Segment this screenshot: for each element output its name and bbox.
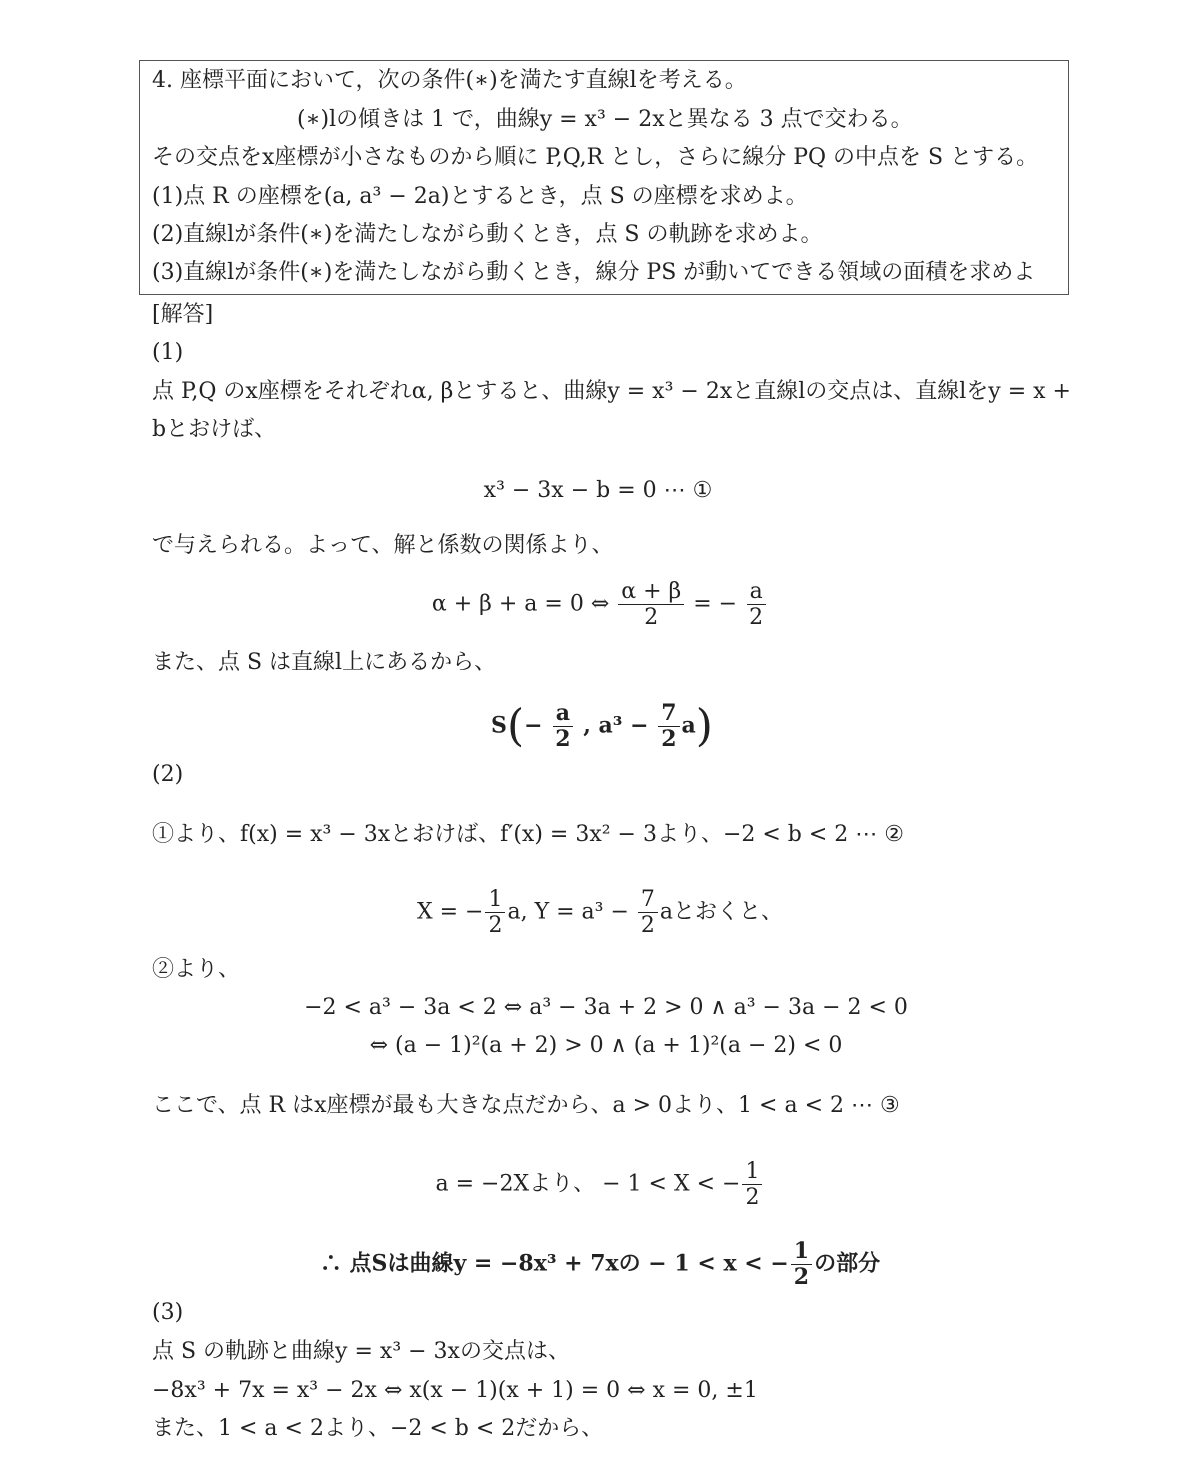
part1-text-2: bとおけば、 — [152, 417, 277, 442]
part3-label: (3) — [152, 1300, 184, 1325]
part2-equation-3: ⇔ (a − 1)²(a + 2) > 0 ∧ (a + 1)²(a − 2) < 0 — [369, 1033, 843, 1058]
problem-question-3: (3)直線lが条件(∗)を満たしながら動くとき，線分 PS が動いてできる領域の面積を求めよ — [152, 260, 1036, 285]
eq2-fraction-1: $\frac{\alpha + \beta}{2}$ — [618, 580, 684, 629]
part1-equation-1: x³ − 3x − b = 0 ⋯ ① — [483, 478, 713, 503]
eq2-left: α + β + a = 0 ⇔ — [431, 591, 610, 617]
part2-text-3: ここで、点 R はx座標が最も大きな点だから、a > 0より、1 < a < 2 ⋯ ③ — [152, 1093, 900, 1118]
problem-question-2: (2)直線lが条件(∗)を満たしながら動くとき，点 S の軌跡を求めよ。 — [152, 222, 823, 247]
part1-equation-2 — [0, 580, 1200, 629]
part2-equation-1: X = − $\frac{1}{2}$ a, Y = a³ − $\frac{7}{2}$ aとおくと、 — [416, 887, 784, 939]
eq2-fraction-2: $\frac{a}{2}$ — [746, 580, 766, 629]
part2-label: (2) — [152, 762, 184, 787]
part1-text-3: で与えられる。よって、解と係数の関係より、 — [152, 533, 614, 558]
part3-text-3: また、1 < a < 2より、−2 < b < 2だから、 — [152, 1416, 604, 1441]
answer-fraction-1: $\frac{a}{2}$ — [552, 702, 573, 751]
part1-text-4: また、点 S は直線l上にあるから、 — [152, 650, 497, 675]
eq2-mid: = − — [693, 591, 738, 617]
part2-answer-frac: $\frac{1}{2}$ — [791, 1240, 812, 1289]
problem-question-1: (1)点 R の座標を(a, a³ − 2a)とするとき，点 S の座標を求めよ。 — [152, 184, 808, 209]
part2-frac-2: $\frac{7}{2}$ — [638, 888, 658, 937]
part2-answer: ∴ 点Sは曲線y = −8x³ + 7xの − 1 < x < − $\frac{1}{2}$ の部分 — [319, 1238, 881, 1291]
part2-equation-2: −2 < a³ − 3a < 2 ⇔ a³ − 3a + 2 > 0 ∧ a³ − 3a − 2 < 0 — [304, 995, 908, 1020]
part2-text-2: ②より、 — [152, 957, 241, 982]
problem-line-3: その交点をx座標が小さなものから順に P,Q,R とし，さらに線分 PQ の中点を S とする。 — [152, 145, 1039, 170]
part1-text-1: 点 P,Q のx座標をそれぞれα, βとすると、曲線y = x³ − 2xと直線lの交点は、直線lをy = x + — [152, 379, 1071, 404]
answer-fraction-2: $\frac{7}{2}$ — [658, 702, 679, 751]
part1-label: (1) — [152, 340, 184, 365]
part3-text-1: 点 S の軌跡と曲線y = x³ − 3xの交点は、 — [152, 1339, 570, 1364]
part3-text-2: −8x³ + 7x = x³ − 2x ⇔ x(x − 1)(x + 1) = 0 ⇔ x = 0, ±1 — [152, 1378, 758, 1403]
part2-frac-3: $\frac{1}{2}$ — [742, 1160, 762, 1209]
part1-answer: S(− $\frac{a}{2}$ , a³ − $\frac{7}{2}$ a) — [491, 700, 713, 753]
part2-frac-1: $\frac{1}{2}$ — [485, 888, 505, 937]
part2-text-1: ①より、f(x) = x³ − 3xとおけば、f′(x) = 3x² − 3より、−2 < b < 2 ⋯ ② — [152, 822, 905, 847]
problem-condition: (∗)lの傾きは 1 で，曲線y = x³ − 2xと異なる 3 点で交わる。 — [297, 107, 913, 132]
problem-line-1: 4. 座標平面において，次の条件(∗)を満たす直線lを考える。 — [152, 68, 747, 93]
part2-equation-4: a = −2Xより、 − 1 < X < − $\frac{1}{2}$ — [0, 1160, 1200, 1209]
solution-header: [解答] — [152, 302, 214, 327]
